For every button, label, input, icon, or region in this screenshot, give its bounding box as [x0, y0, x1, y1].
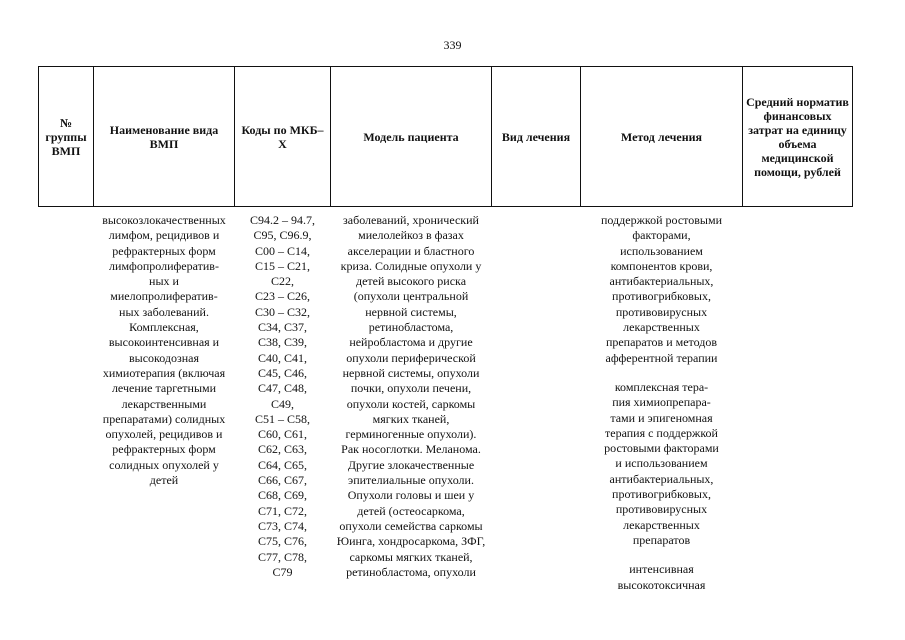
text-line: ретинобластома,	[368, 320, 454, 335]
text-line: ростовыми факторами	[604, 441, 719, 456]
text-line: C30 – C32,	[254, 304, 310, 319]
text-line: опухоли семейства саркомы	[339, 518, 483, 533]
text-line: тами и эпигеномная	[610, 410, 713, 425]
text-line: высокодозная	[128, 350, 200, 365]
cell-treatment-type	[492, 207, 581, 593]
vmp-table	[38, 66, 853, 593]
text-line: ных заболеваний.	[119, 304, 209, 319]
method-block-3	[583, 562, 741, 593]
text-line: комплексная тера-	[614, 379, 709, 394]
header-cost: Средний норматив финансовых затрат на единицу объема медицинской помощи, рублей	[743, 67, 853, 207]
header-name: Наименование вида ВМП	[94, 67, 235, 207]
text-line: нервной системы, опухоли	[342, 365, 480, 380]
text-line: мягких тканей,	[372, 411, 450, 426]
text-line: компонентов крови,	[610, 258, 713, 273]
header-codes: Коды по МКБ–Х	[235, 67, 331, 207]
text-line: высокозлокачественных	[102, 213, 226, 227]
text-line: (опухоли центральной	[353, 289, 469, 304]
text-line: солидных опухолей у	[109, 457, 219, 472]
text-line: рефрактерных форм	[112, 243, 216, 258]
text-line: C47, C48,	[257, 381, 307, 396]
text-line: C22,	[270, 274, 294, 289]
text-line: лекарственных	[623, 517, 700, 532]
text-line: Комплексная,	[129, 320, 199, 335]
header-treatment-type: Вид лечения	[492, 67, 581, 207]
text-line: C34, C37,	[257, 320, 307, 335]
cell-model	[331, 207, 492, 593]
text-line: пия химиопрепара-	[612, 395, 711, 410]
text-line: Опухоли головы и шеи у	[347, 488, 475, 503]
text-line: C60, C61,	[257, 427, 307, 442]
text-line: C68, C69,	[257, 488, 307, 503]
text-line: лекарственных	[623, 320, 700, 335]
text-line: миелопролифератив-	[110, 289, 218, 304]
text-line: криза. Солидные опухоли у	[340, 258, 482, 273]
text-line: лимфом, рецидивов и	[108, 228, 220, 243]
page-number: 339	[443, 38, 462, 52]
text-line: лечение таргетными	[111, 381, 217, 396]
method-block-2	[583, 380, 741, 548]
text-line: C15 – C21,	[254, 258, 310, 273]
text-line: лекарственными	[121, 396, 207, 411]
header-group: № группы ВМП	[39, 67, 94, 207]
text-line: факторами,	[632, 228, 691, 243]
header-model: Модель пациента	[331, 67, 492, 207]
cell-codes	[235, 207, 331, 593]
text-line: C71, C72,	[257, 503, 307, 518]
text-line: почки, опухоли печени,	[350, 381, 472, 396]
cell-method	[581, 207, 743, 593]
text-line: афферентной терапии	[605, 350, 718, 365]
text-line: C00 – C14,	[254, 243, 310, 258]
text-line: C49,	[270, 396, 294, 411]
text-line: противогрибковых,	[612, 487, 711, 502]
text-line: химиотерапия (включая	[102, 365, 226, 380]
text-line: детей (остеосаркома,	[357, 503, 465, 518]
text-line: интенсивная	[629, 562, 694, 577]
text-line: C23 – C26,	[254, 289, 310, 304]
text-line: детей высокого риска	[355, 274, 467, 289]
cell-name	[94, 207, 235, 593]
method-block-1	[583, 213, 741, 366]
text-line: противовирусных	[615, 502, 708, 517]
text-line: опухоли костей, саркомы	[346, 396, 476, 411]
text-line: Юинга, хондросаркома, ЗФГ,	[336, 534, 486, 549]
table-row	[39, 207, 853, 593]
text-line: лимфопролифератив-	[109, 258, 219, 273]
text-line: C73, C74,	[257, 518, 307, 533]
text-line: детей	[149, 473, 179, 488]
text-line: препаратами) солидных	[102, 411, 226, 426]
text-line: C64, C65,	[257, 457, 307, 472]
text-line: препаратов и методов	[605, 335, 718, 350]
text-line: C45, C46,	[257, 365, 307, 380]
text-line: C94.2 – 94.7,	[249, 213, 315, 227]
text-line: высокотоксичная	[617, 577, 706, 592]
text-line: нервной системы,	[365, 304, 457, 319]
text-line: и использованием	[615, 456, 708, 471]
text-line: использованием	[620, 243, 703, 258]
text-line: терапия с поддержкой	[605, 425, 718, 440]
text-line: C75, C76,	[257, 534, 307, 549]
text-line: заболеваний, хронический	[343, 213, 479, 227]
text-line: поддержкой ростовыми	[600, 213, 722, 227]
text-line: опухолей, рецидивов и	[105, 427, 223, 442]
text-line: C77, C78,	[257, 549, 307, 564]
text-line: C51 – C58,	[254, 411, 310, 426]
text-line: рефрактерных форм	[112, 442, 216, 457]
text-line: противогрибковых,	[612, 289, 711, 304]
cell-cost	[743, 207, 853, 593]
text-line: ретинобластома, опухоли	[346, 564, 476, 579]
text-line: акселерации и бластного	[347, 243, 475, 258]
text-line: герминогенные опухоли).	[345, 427, 477, 442]
text-line: C62, C63,	[257, 442, 307, 457]
text-line: C38, C39,	[257, 335, 307, 350]
text-line: антибактериальных,	[609, 274, 714, 289]
text-line: C95, C96.9,	[253, 228, 312, 243]
text-line: препаратов	[632, 532, 691, 547]
text-line: опухоли периферической	[346, 350, 476, 365]
text-line: саркомы мягких тканей,	[349, 549, 473, 564]
text-line: эпителиальные опухоли.	[348, 473, 474, 488]
text-line: C66, C67,	[257, 473, 307, 488]
cell-group	[39, 207, 94, 593]
text-line: высокоинтенсивная и	[108, 335, 220, 350]
table-header-row	[39, 67, 853, 207]
text-line: C79	[272, 564, 293, 579]
text-line: нейробластома и другие	[349, 335, 473, 350]
text-line: антибактериальных,	[609, 471, 714, 486]
text-line: Рак носоглотки. Меланома.	[341, 442, 481, 457]
text-line: противовирусных	[615, 304, 708, 319]
header-method: Метод лечения	[581, 67, 743, 207]
text-line: C40, C41,	[257, 350, 307, 365]
text-line: Другие злокачественные	[347, 457, 475, 472]
text-line: ных и	[149, 274, 179, 289]
text-line: миелолейкоз в фазах	[358, 228, 464, 243]
